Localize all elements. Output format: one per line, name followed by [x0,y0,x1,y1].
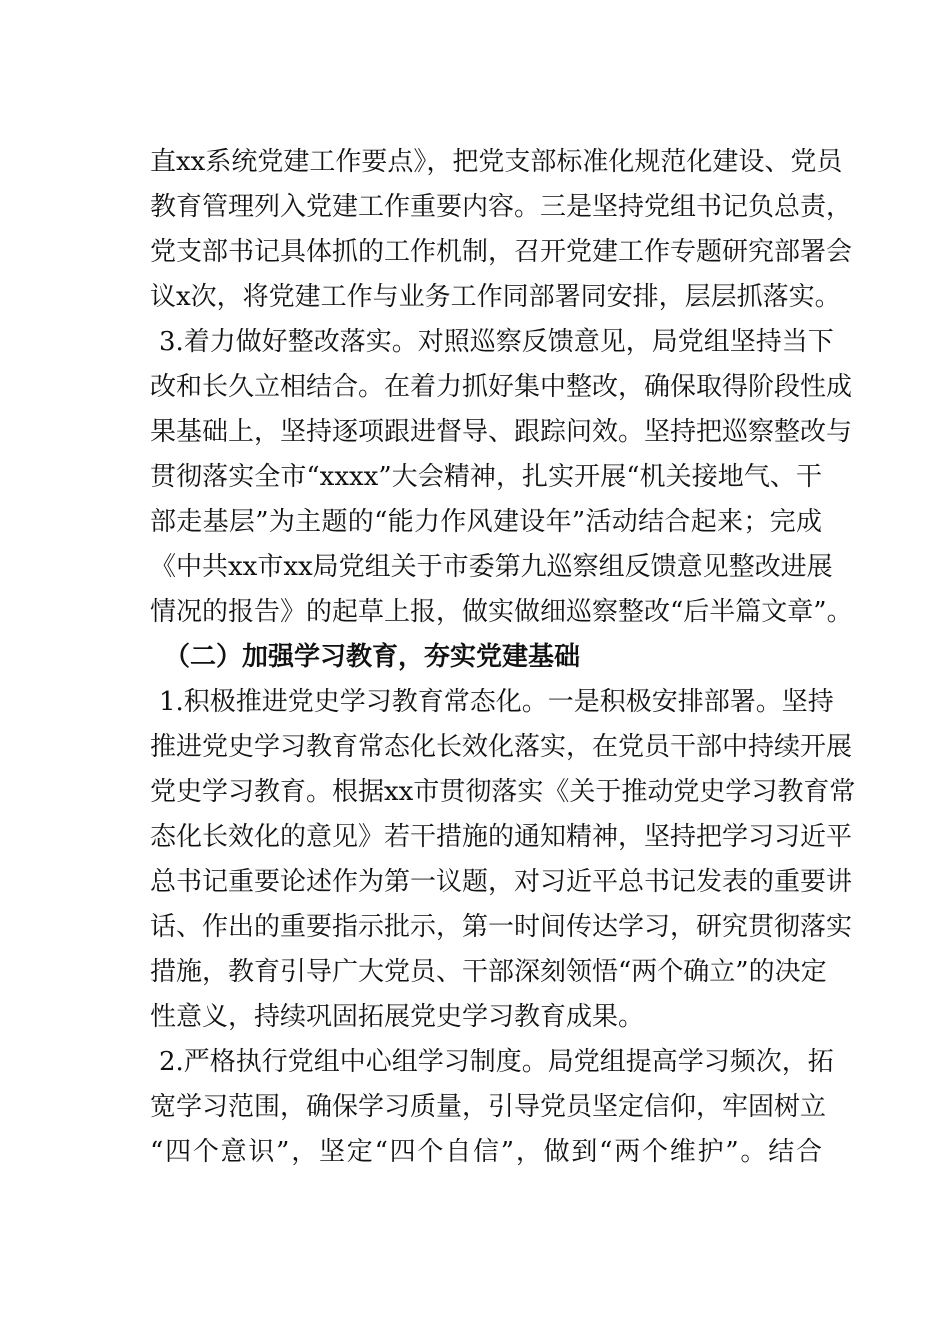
paragraph-1-line-4: 议x次，将党建工作与业务工作同部署同安排，层层抓落实。 [150,282,841,312]
paragraph-3-line-6: 话、作出的重要指示批示，第一时间传达学习，研究贯彻落实 [150,912,853,942]
paragraph-2-line-3: 果基础上，坚持逐项跟进督导、跟踪问效。坚持把巡察整改与 [150,417,853,447]
paragraph-2-line-1: 3.着力做好整改落实。对照巡察反馈意见，局党组坚持当下 [159,327,834,357]
paragraph-2-line-5: 部走基层”为主题的“能力作风建设年”活动结合起来；完成 [150,507,822,537]
paragraph-4-line-3: “四个意识”，坚定“四个自信”，做到“两个维护”。结合 [150,1137,822,1167]
section-heading: （二）加强学习教育，夯实党建基础 [164,642,581,672]
paragraph-1-line-3: 党支部书记具体抓的工作机制，召开党建工作专题研究部署会 [150,237,853,267]
paragraph-3-line-2: 推进党史学习教育常态化长效化落实，在党员干部中持续开展 [150,732,853,762]
paragraph-2-line-7: 情况的报告》的起草上报，做实做细巡察整改“后半篇文章”。 [150,597,853,627]
paragraph-3-line-1: 1.积极推进党史学习教育常态化。一是积极安排部署。坚持 [159,687,834,717]
paragraph-2-line-6: 《中共xx市xx局党组关于市委第九巡察组反馈意见整改进展 [150,552,833,582]
paragraph-3-line-3: 党史学习教育。根据xx市贯彻落实《关于推动党史学习教育常 [150,777,856,807]
paragraph-3-line-8: 性意义，持续巩固拓展党史学习教育成果。 [150,1002,645,1032]
paragraph-2-line-4: 贯彻落实全市“xxxx”大会精神，扎实开展“机关接地气、干 [150,462,822,492]
paragraph-4-line-1: 2.严格执行党组中心组学习制度。局党组提高学习频次，拓 [159,1047,834,1077]
paragraph-1-line-2: 教育管理列入党建工作重要内容。三是坚持党组书记负总责， [150,192,853,222]
paragraph-2-line-2: 改和长久立相结合。在着力抓好集中整改，确保取得阶段性成 [150,372,853,402]
paragraph-3-line-7: 措施，教育引导广大党员、干部深刻领悟“两个确立”的决定 [150,957,827,987]
paragraph-1-line-1: 直xx系统党建工作要点》，把党支部标准化规范化建设、党员 [150,147,843,177]
paragraph-4-line-2: 宽学习范围，确保学习质量，引导党员坚定信仰，牢固树立 [150,1092,827,1122]
paragraph-3-line-4: 态化长效化的意见》若干措施的通知精神，坚持把学习习近平 [150,822,853,852]
paragraph-3-line-5: 总书记重要论述作为第一议题，对习近平总书记发表的重要讲 [150,867,853,897]
